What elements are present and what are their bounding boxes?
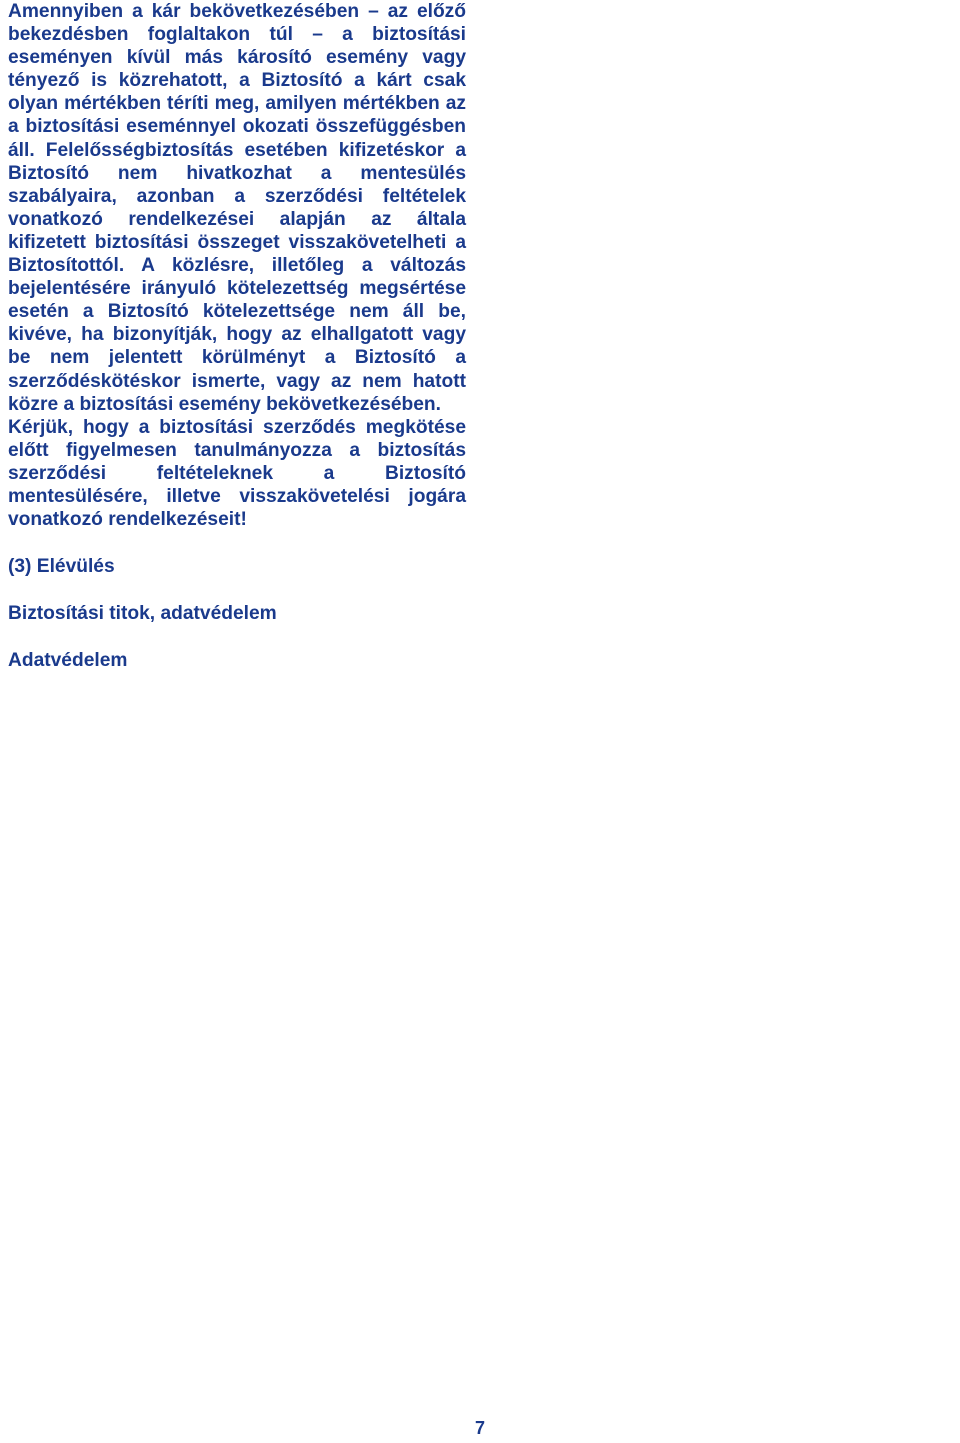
section-heading-biztositasi-titok: Biztosítási titok, adatvédelem — [8, 603, 277, 625]
page-number: 7 — [474, 1418, 485, 1438]
section-adatvedelem — [8, 649, 466, 672]
section-biztositasi-titok — [8, 602, 466, 625]
section-elevules — [8, 555, 466, 578]
section-heading-elevules: (3) Elévülés — [8, 556, 115, 578]
intro-paragraph-2: Kérjük, hogy a biztosítási szerződés megkötése előtt figyelmesen tanulmányozza a biztosítás szerződési feltételeknek a Biztosító mentesülésére, illetve visszakövetelési jogára vonatkozó rendelkezéseit! — [8, 416, 466, 531]
section-heading-adatvedelem: Adatvédelem — [8, 650, 128, 672]
intro-paragraph-1: Amennyiben a kár bekövetkezésében – az előző bekezdésben foglaltakon túl – a biztosítási eseményen kívül más károsító esemény vagy tényező is közrehatott, a Biztosító a kárt csak olyan mértékben téríti meg, amilyen mértékben az a biztosítási eseménnyel okozati összefüggésben áll. Felelősségbiztosítás esetében kifizetéskor a Biztosító nem hivatkozhat a mentesülés szabályaira, azonban a szerződési feltételek vonatkozó rendelkezései alapján az általa kifizetett biztosítási összeget visszakövetelheti a Biztosítottól. A közlésre, illetőleg a változás bejelentésére irányuló kötelezettség megsértése esetén a Biztosító kötelezettsége nem áll be, kivéve, ha bizonyítják, hogy az elhallgatott vagy be nem jelentett körülményt a Biztosító a szerződéskötéskor ismerte, vagy az nem hatott közre a biztosítási esemény bekövetkezésében. — [8, 1, 466, 415]
left-column — [8, 0, 466, 672]
